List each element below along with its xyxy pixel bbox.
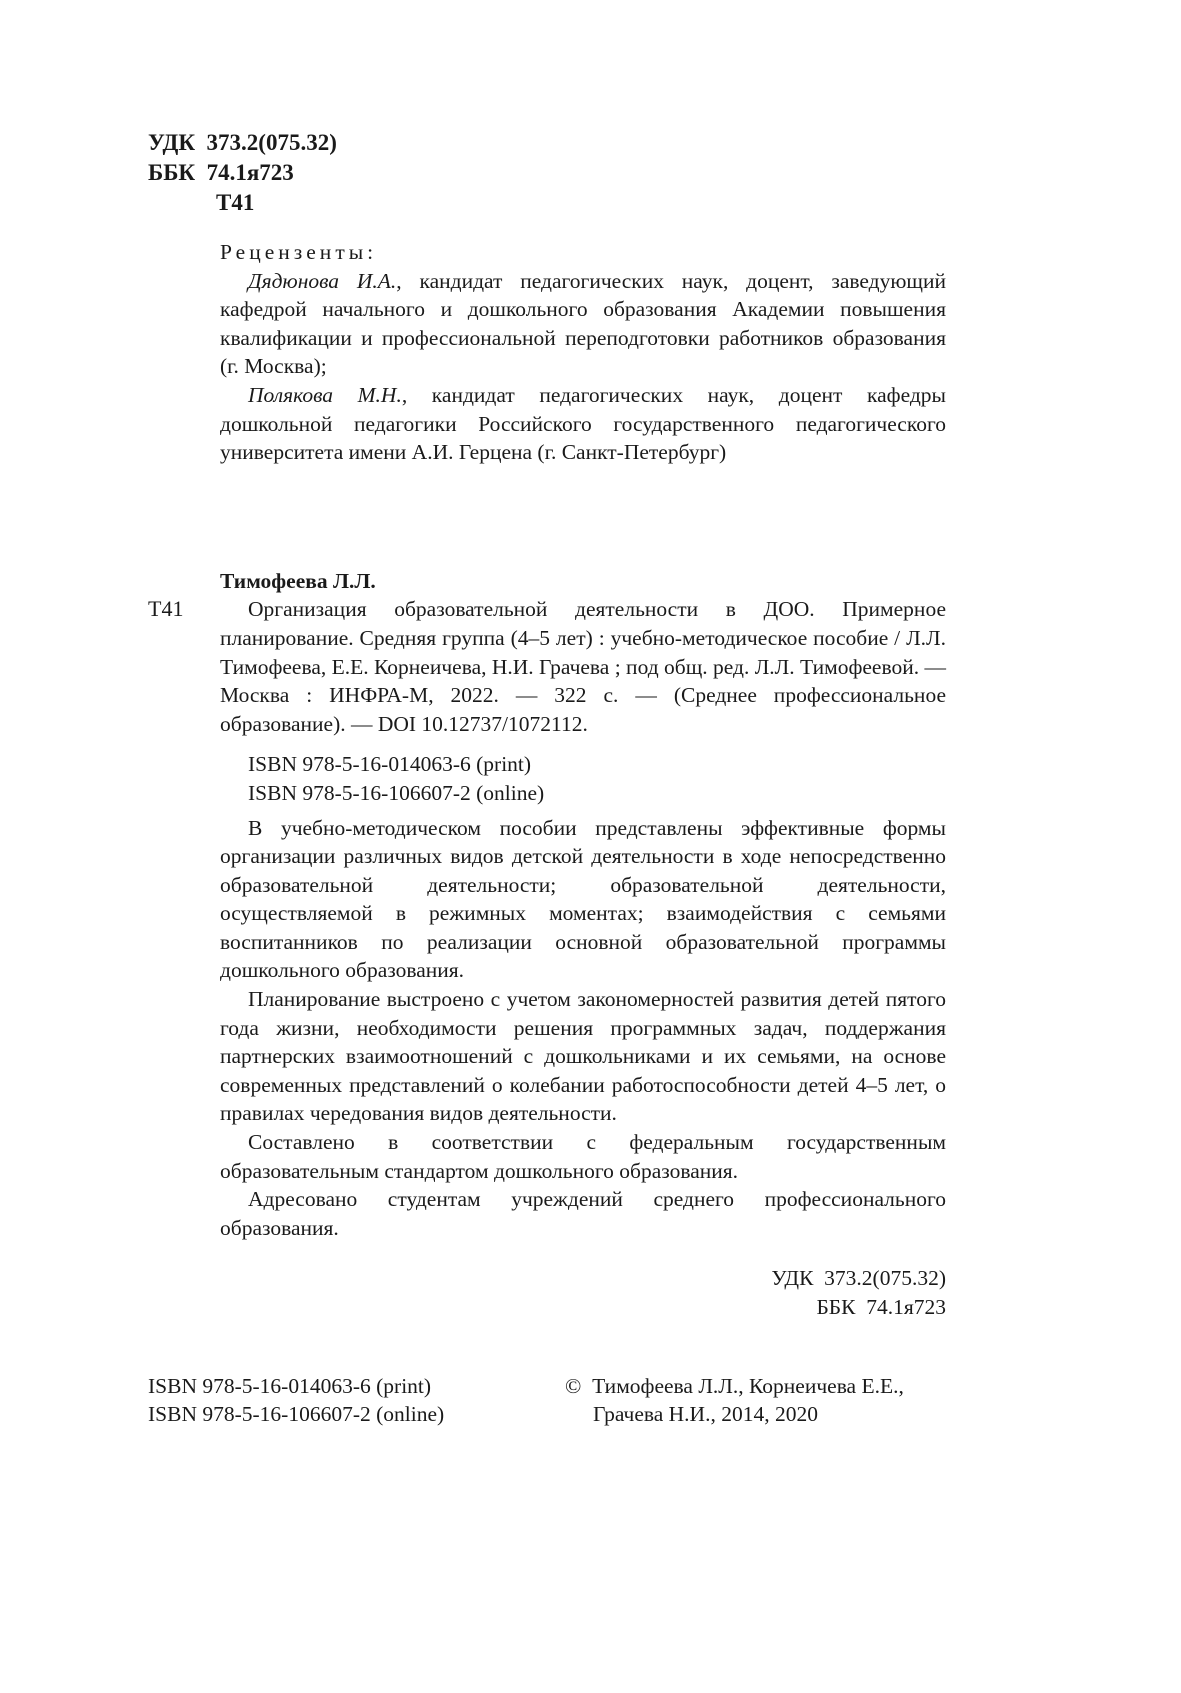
copyright [565,1372,946,1429]
reviewers-label: Рецензенты: [220,240,378,264]
reviewer-1-name: Дядюнова И.А. [248,268,397,293]
isbn-block [248,750,946,807]
abstract-paragraph: Планирование выстроено с учетом закономерностей развития детей пятого года жизни, необходимости решения программных задач, поддержания партнерских взаимоотношений с дошкольниками и их семьями, на основе современных представлений о колебании работоспособности детей 4–5 лет, о правилах чередования видов деятельности. [220,987,946,1126]
description-text: Организация образовательной деятельности в ДОО. Примерное планирование. Средняя группа (4–5 лет) : учебно-методическое пособие / Л.Л. Тимофеева, Е.Е. Корнеичева, Н.И. Грачева ; под общ. ред. Л.Л. Тимофеевой. — Москва : ИНФРА-М, 2022. — 322 с. — (Среднее профессиональное образование). — DOI 10.12737/1072112. [220,597,946,736]
reviewer-1-text: , кандидат педагогических наук, доцент, заведующий кафедрой начального и дошкольного образования Академии повышения квалификации и профессиональной переподготовки работников образования (г. Москва); [220,268,946,379]
abstract-paragraph: В учебно-методическом пособии представлены эффективные формы организации различных видов детской деятельности в ходе непосредственно образовательной деятельности; образовательной деятельности, осуществляемой в режимных моментах; взаимодействия с семьями воспитанников по реализации основной образовательной программы дошкольного образования. [220,815,946,983]
copyright-line-2: Грачева Н.И., 2014, 2020 [593,1402,818,1427]
footer [148,1372,946,1429]
abstract [220,814,946,1243]
footer-isbn-online: ISBN 978-5-16-106607-2 (online) [148,1402,445,1427]
reviewer-2-text: , кандидат педагогических наук, доцент кафедры дошкольной педагогики Российского государственного педагогического университета имени А.И. Герцена (г. Санкт-Петербург) [220,382,946,465]
reviewers-section [220,238,946,467]
udk-code: УДК 373.2(075.32) [148,130,337,155]
bbk-code-right: ББК 74.1я723 [816,1295,946,1319]
author-mark: Т41 [216,190,255,215]
book-author: Тимофеева Л.Л. [220,568,376,593]
footer-isbn [148,1372,565,1429]
reviewer-2 [220,381,946,467]
reviewer-2-name: Полякова М.Н. [248,382,402,407]
copyright-line-1: © Тимофеева Л.Л., Корнеичева Е.Е., [565,1373,904,1398]
classification-codes-right [148,1264,946,1321]
classification-codes [148,128,946,218]
margin-author-mark: Т41 [148,596,184,622]
udk-code-right: УДК 373.2(075.32) [771,1266,946,1291]
isbn-print: ISBN 978-5-16-014063-6 (print) [248,752,532,777]
bbk-code: ББК 74.1я723 [148,160,294,185]
bibliographic-row [148,595,946,738]
abstract-paragraph: Составлено в соответствии с федеральным государственным образовательным стандартом дошкольного образования. [220,1130,946,1183]
reviewer-1 [220,267,946,381]
footer-isbn-print: ISBN 978-5-16-014063-6 (print) [148,1373,432,1398]
bibliographic-description [220,595,946,738]
abstract-paragraph: Адресовано студентам учреждений среднего профессионального образования. [220,1187,946,1240]
isbn-online: ISBN 978-5-16-106607-2 (online) [248,780,545,805]
